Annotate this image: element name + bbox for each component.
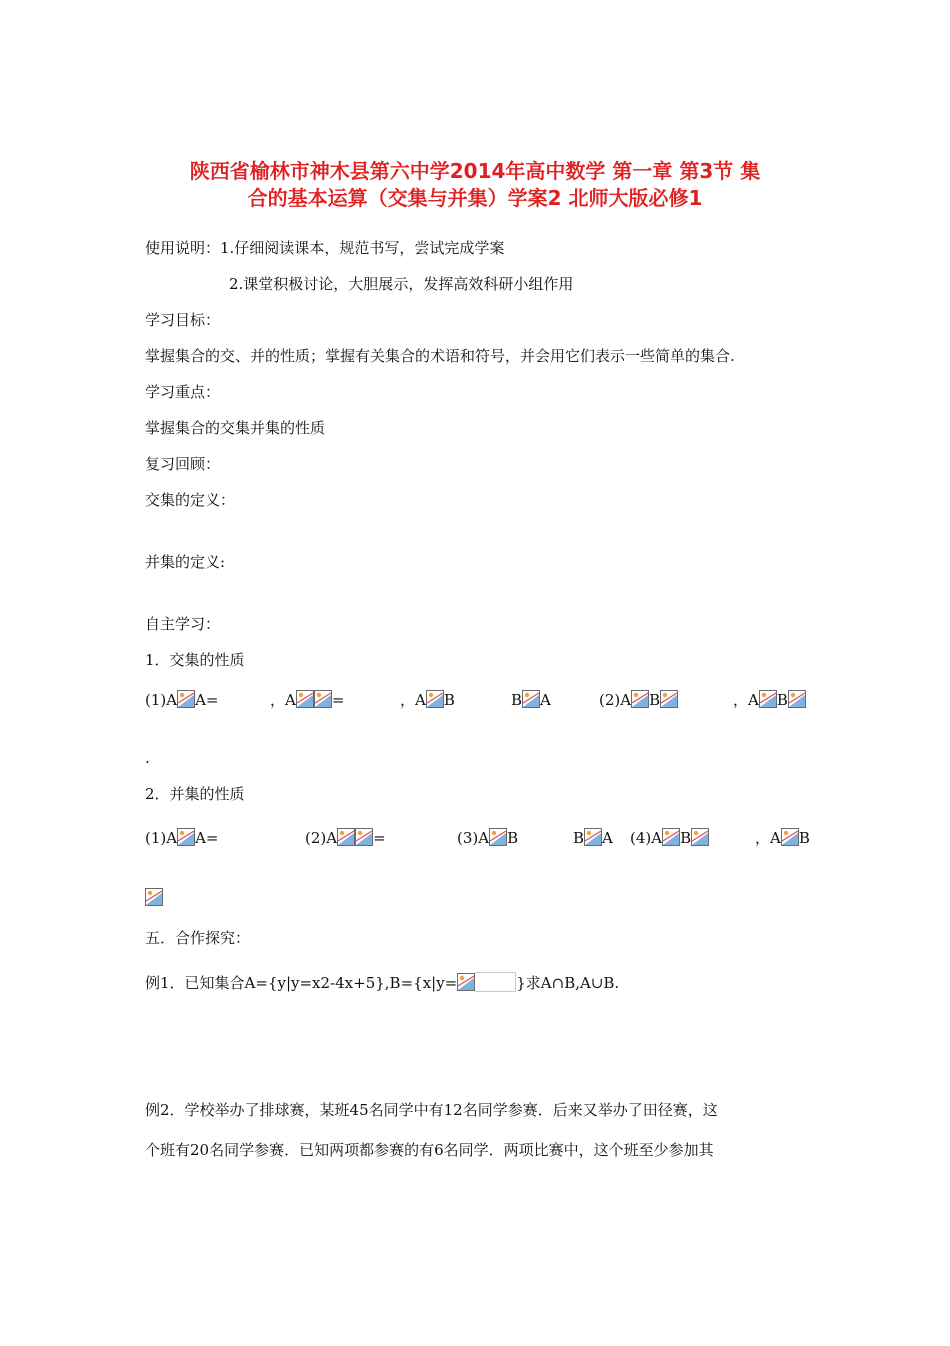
prop-text: (2)A: [305, 829, 338, 847]
union-definition-label: 并集的定义:: [145, 553, 226, 571]
broken-image-icon: [631, 690, 649, 708]
broken-image-icon: [426, 690, 444, 708]
intersection-prop-2: [270, 690, 344, 710]
prop-text: A=: [195, 829, 219, 847]
intersection-prop-1: [145, 690, 219, 710]
example-1: [145, 972, 619, 993]
union-prop-2: [305, 828, 386, 848]
broken-image-icon: [177, 690, 195, 708]
prop-text: =: [331, 691, 345, 709]
broken-image-icon: [781, 828, 799, 846]
period-mark: .: [145, 749, 150, 767]
prop-text: B: [649, 691, 661, 709]
formula-image-frame: [475, 972, 516, 992]
cooperation-heading: 五．合作探究：: [145, 929, 251, 947]
intersection-definition-label: 交集的定义：: [145, 491, 236, 509]
title-line-2: 合的基本运算（交集与并集）学案2 北师大版必修1: [247, 186, 703, 210]
prop-text: ，A: [755, 829, 781, 847]
objectives-heading: 学习目标：: [145, 311, 221, 329]
prop-text: ，A: [270, 691, 296, 709]
broken-image-icon: [759, 690, 777, 708]
prop-text: ，A: [400, 691, 426, 709]
broken-image-icon: [337, 828, 355, 846]
union-prop-5: [630, 828, 709, 848]
intersection-properties-heading: 1．交集的性质: [145, 651, 245, 669]
broken-image-icon: [145, 888, 163, 906]
usage-line-2: 2.课堂积极讨论，大胆展示，发挥高效科研小组作用: [229, 275, 574, 293]
example-1-text-end: }求A∩B,A∪B.: [516, 974, 620, 992]
prop-text: A=: [195, 691, 219, 709]
union-prop-3: [457, 828, 518, 848]
example-1-text: 例1．已知集合A={y|y=x2-4x+5},B={x|y=: [145, 974, 458, 992]
objectives-text: 掌握集合的交、并的性质；掌握有关集合的术语和符号，并会用它们表示一些简单的集合.: [145, 347, 735, 365]
review-heading: 复习回顾：: [145, 455, 221, 473]
prop-text: B: [511, 691, 523, 709]
prop-text: (4)A: [630, 829, 663, 847]
self-study-heading: 自主学习：: [145, 615, 221, 633]
focus-text: 掌握集合的交集并集的性质: [145, 419, 326, 437]
broken-image-icon: [788, 690, 806, 708]
prop-text: (2)A: [599, 691, 632, 709]
broken-image-icon: [177, 828, 195, 846]
focus-heading: 学习重点：: [145, 383, 221, 401]
example-2-line-1: 例2．学校举办了排球赛，某班45名同学中有12名同学参赛．后来又举办了田径赛，这: [145, 1101, 718, 1119]
prop-text: B: [507, 829, 519, 847]
intersection-prop-6: [733, 690, 806, 710]
prop-text: B: [776, 691, 788, 709]
union-prop-1: [145, 828, 219, 848]
prop-text: B: [798, 829, 810, 847]
broken-image-icon: [691, 828, 709, 846]
example-2-line-2: 个班有20名同学参赛．已知两项都参赛的有6名同学．两项比赛中，这个班至少参加其: [145, 1141, 714, 1159]
prop-text: A: [540, 691, 551, 709]
intersection-prop-3: [400, 690, 455, 710]
prop-text: ，A: [733, 691, 759, 709]
prop-text: (1)A: [145, 829, 178, 847]
union-prop-4: [573, 828, 613, 848]
broken-image-icon: [355, 828, 373, 846]
broken-image-icon: [314, 690, 332, 708]
prop-text: B: [573, 829, 585, 847]
broken-image-icon: [662, 828, 680, 846]
prop-text: A: [602, 829, 613, 847]
broken-image-icon: [296, 690, 314, 708]
intersection-prop-4: [511, 690, 551, 710]
broken-image-icon: [522, 690, 540, 708]
broken-image-icon: [457, 973, 475, 991]
intersection-prop-5: [599, 690, 678, 710]
prop-text: (1)A: [145, 691, 178, 709]
broken-image-icon: [489, 828, 507, 846]
prop-text: (3)A: [457, 829, 490, 847]
union-prop-6-continued: [145, 888, 163, 908]
title-line-1: 陕西省榆林市神木县第六中学2014年高中数学 第一章 第3节 集: [189, 159, 761, 183]
union-properties-heading: 2．并集的性质: [145, 785, 245, 803]
broken-image-icon: [660, 690, 678, 708]
usage-line-1: 使用说明：1.仔细阅读课本，规范书写，尝试完成学案: [145, 239, 505, 257]
prop-text: B: [443, 691, 455, 709]
prop-text: =: [373, 829, 386, 847]
prop-text: B: [680, 829, 692, 847]
broken-image-icon: [584, 828, 602, 846]
union-prop-6: [755, 828, 810, 848]
